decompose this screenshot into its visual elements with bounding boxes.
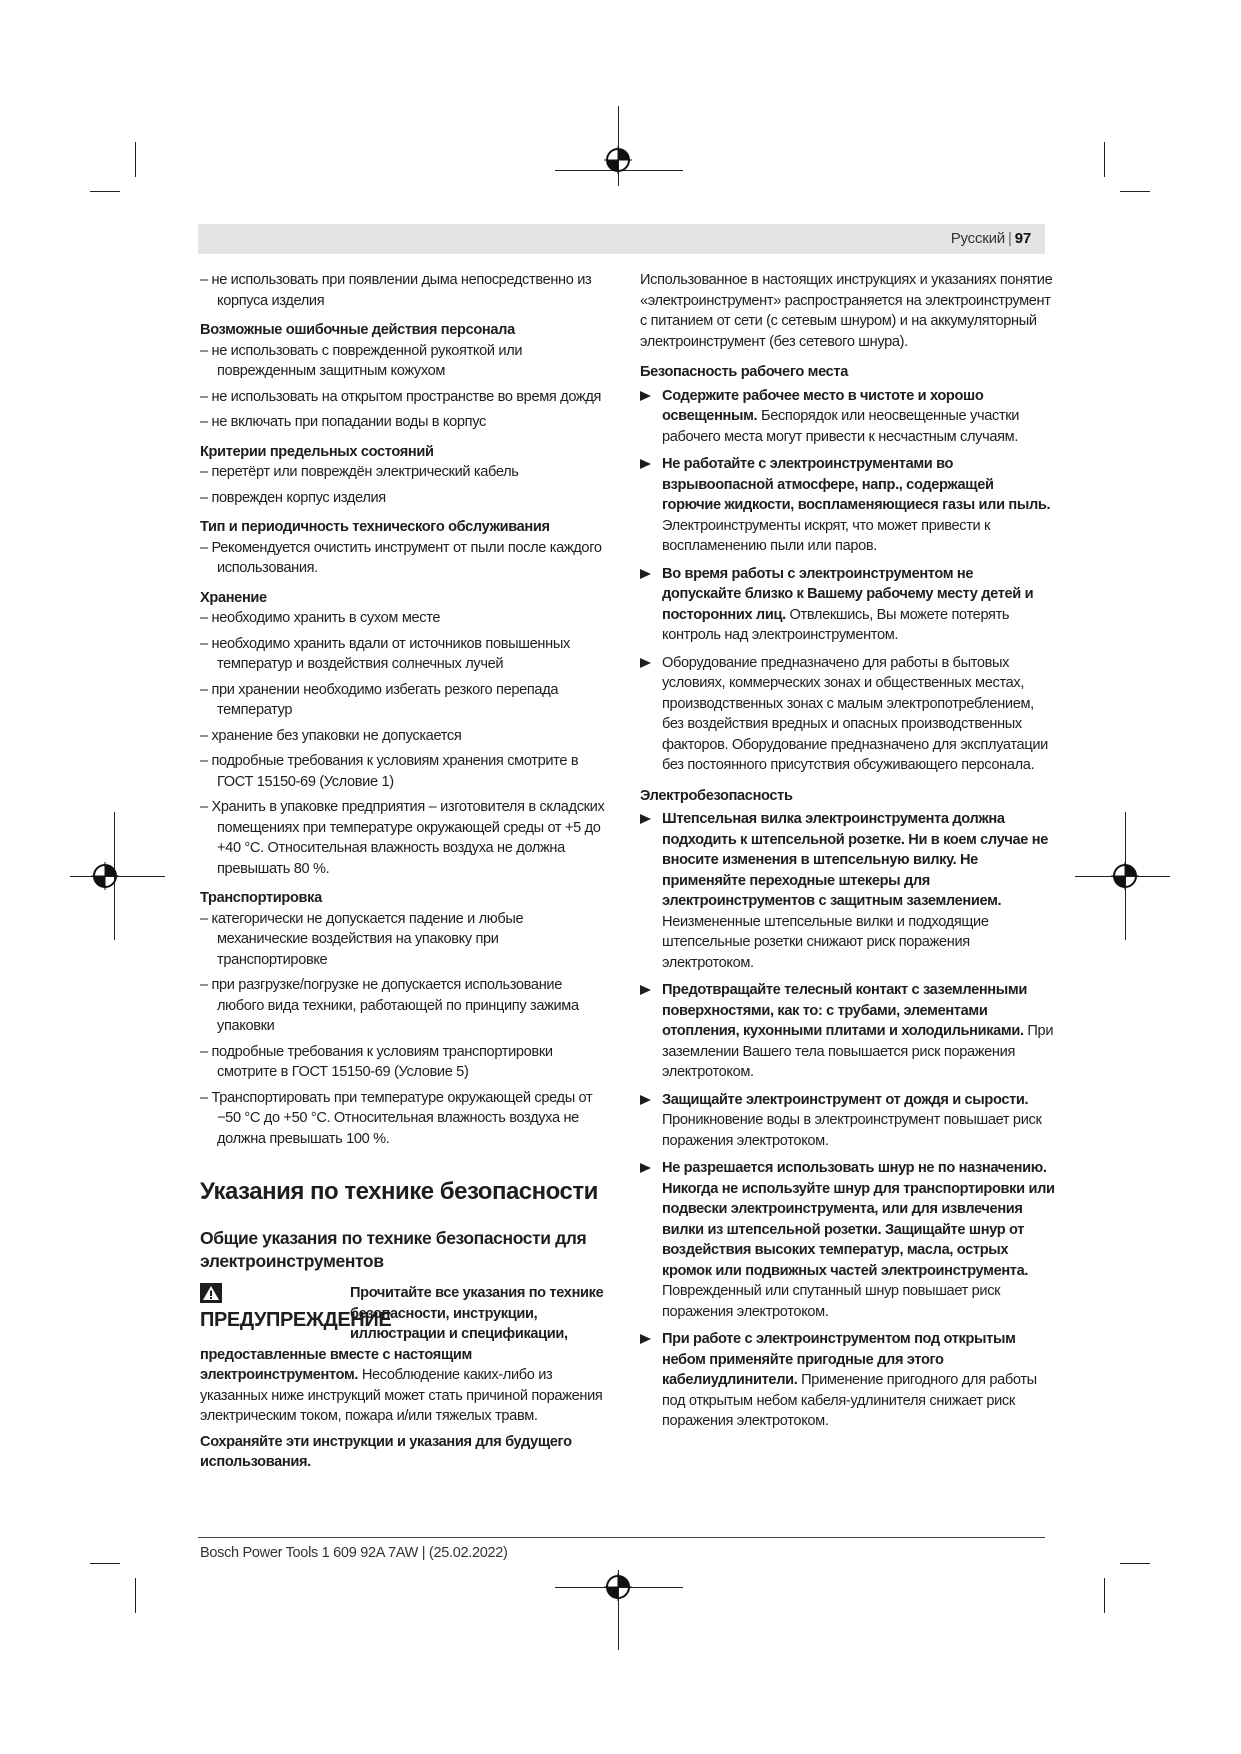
warning-triangle-icon: [200, 1283, 222, 1303]
right-column: [640, 270, 1055, 1432]
registration-mark-icon: [604, 1573, 632, 1601]
page-number: 97: [1014, 230, 1031, 247]
intro-paragraph: Использованное в настоящих инструкциях и указаниях понятие «электроинструмент» распространяется на электроинструмент с питанием от сети (с сетевым шнуром) и на аккумуляторный электроинструмент (без сетевого шнура).: [640, 272, 1053, 350]
footer-text: Bosch Power Tools 1 609 92A 7AW | (25.02.2022): [200, 1545, 508, 1561]
warning-label: ПРЕДУПРЕЖДЕНИЕ: [200, 1283, 350, 1333]
bullet-triangle-icon: [640, 1163, 651, 1173]
crop-mark-top-left-h: [90, 191, 120, 192]
bullet-triangle-icon: [640, 814, 651, 824]
warning-text: Прочитайте все указания по технике безопасности, инструкции, иллюстрации и спецификации, предоставленные вместе с настоящим электроинструментом. Несоблюдение каких-либо из указанных ниже инструкций может стать причиной поражения электрическим током, пожара и/или тяжелых травм.: [200, 1285, 604, 1424]
list-item: – не использовать при появлении дыма непосредственно из корпуса изделия: [200, 272, 592, 309]
footer-divider: [198, 1537, 1045, 1538]
warning-block: [200, 1283, 610, 1427]
bullet-triangle-icon: [640, 1095, 651, 1105]
list-item: Не разрешается использовать шнур не по назначению. Никогда не используйте шнур для транспортировки или подвески электроинструмента, или для извлечения вилки из штепсельной розетки. Защищайте шнур от воздействия высоких температур, масла, острых кромок или подвижных частей электроинструмента. Поврежденный или спутанный шнур повышает риск поражения электротоком.: [640, 1158, 1055, 1322]
list-item: – подробные требования к условиям хранения смотрите в ГОСТ 15150-69 (Условие 1): [200, 753, 579, 790]
crop-mark-top-left-v: [135, 142, 136, 177]
crop-mark-bottom-right-v: [1104, 1578, 1105, 1613]
list-item: – при хранении необходимо избегать резкого перепада температур: [200, 681, 559, 718]
list-item: – при разгрузке/погрузке не допускается использование любого вида техники, работающей по принципу зажима упаковки: [200, 977, 579, 1034]
list-item: – перетёрт или повреждён электрический кабель: [200, 464, 519, 480]
list-item: – необходимо хранить вдали от источников повышенных температур и воздействия солнечных лучей: [200, 635, 570, 672]
list-item: – категорически не допускается падение и любые механические воздействия на упаковку при транспортировке: [200, 910, 524, 968]
list-item: Защищайте электроинструмент от дождя и сырости. Проникновение воды в электроинструмент повышает риск поражения электротоком.: [640, 1090, 1055, 1152]
list-item: Штепсельная вилка электроинструмента должна подходить к штепсельной розетке. Ни в коем случае не вносите изменения в штепсельную вилку. Не применяйте переходные штекеры для электроинструментов с защитным заземлением. Неизмененные штепсельные вилки и подходящие штепсельные розетки снижают риск поражения электротоком.: [640, 809, 1055, 973]
registration-mark-icon: [91, 862, 119, 890]
bullet-triangle-icon: [640, 1334, 651, 1344]
list-item: – не включать при попадании воды в корпус: [200, 414, 486, 430]
list-item: – поврежден корпус изделия: [200, 489, 386, 506]
page-header: [198, 224, 1045, 254]
header-language: Русский: [950, 230, 1005, 247]
bullet-triangle-icon: [640, 658, 651, 668]
section-heading: Транспортировка: [200, 890, 322, 906]
bullet-triangle-icon: [640, 391, 651, 401]
registration-mark-icon: [604, 146, 632, 174]
bullet-triangle-icon: [640, 459, 651, 469]
list-item: – подробные требования к условиям транспортировки смотрите в ГОСТ 15150-69 (Условие 5): [200, 1043, 553, 1080]
list-item: – Хранить в упаковке предприятия – изготовителя в складских помещениях при температуре окружающей среды от +5 до +40 °C. Относительная влажность воздуха не должна превышать 80 %.: [200, 799, 605, 877]
section-heading: Тип и периодичность технического обслуживания: [200, 519, 550, 535]
list-item: – не использовать на открытом пространстве во время дождя: [200, 388, 602, 405]
header-label: Русский | 97: [950, 230, 1031, 247]
bullet-triangle-icon: [640, 985, 651, 995]
list-item: Оборудование предназначено для работы в бытовых условиях, коммерческих зонах и общественных местах, производственных зонах с малым электропотреблением, без воздействия вредных и опасных производственных факторов. Оборудование предназначено для эксплуатации без постоянного присутствия обсуживающего персонала.: [640, 653, 1055, 776]
list-item: – Транспортировать при температуре окружающей среды от −50 °C до +50 °C. Относительная влажность воздуха не должна превышать 100 %.: [200, 1089, 593, 1147]
list-item: – необходимо хранить в сухом месте: [200, 610, 441, 626]
list-item: – хранение без упаковки не допускается: [200, 727, 462, 744]
list-item: Во время работы с электроинструментом не допускайте близко к Вашему рабочему месту детей и посторонних лиц. Отвлекшись, Вы можете потерять контроль над электроинструментом.: [640, 564, 1055, 646]
section-heading: Возможные ошибочные действия персонала: [200, 322, 515, 338]
crop-mark-top-right-v: [1104, 142, 1105, 177]
registration-mark-icon: [1111, 862, 1139, 890]
safety-heading: Указания по технике безопасности: [200, 1178, 598, 1205]
section-heading: Электробезопасность: [640, 787, 793, 804]
section-heading: Хранение: [200, 589, 267, 606]
list-item: – не использовать с поврежденной рукояткой или поврежденным защитным кожухом: [200, 342, 523, 379]
left-column: [200, 270, 610, 1473]
general-safety-heading: Общие указания по технике безопасности для электроинструментов: [200, 1228, 587, 1271]
list-item: При работе с электроинструментом под открытым небом применяйте пригодные для этого кабелиудлинители. Применение пригодного для работы под открытым небом кабеля-удлинителя снижает риск поражения электротоком.: [640, 1329, 1055, 1432]
crop-mark-bottom-left-v: [135, 1578, 136, 1613]
bullet-triangle-icon: [640, 569, 651, 579]
crop-mark-bottom-left-h: [90, 1563, 120, 1564]
list-item: Содержите рабочее место в чистоте и хорошо освещенным. Беспорядок или неосвещенные участки рабочего места могут привести к несчастным случаям.: [640, 386, 1055, 448]
list-item: – Рекомендуется очистить инструмент от пыли после каждого использования.: [200, 539, 602, 576]
section-heading: Безопасность рабочего места: [640, 364, 848, 380]
crop-mark-top-right-h: [1120, 191, 1150, 192]
list-item: Предотвращайте телесный контакт с заземленными поверхностями, как то: с трубами, элементами отопления, кухонными плитами и холодильниками. При заземлении Вашего тела повышается риск поражения электротоком.: [640, 980, 1055, 1083]
section-heading: Критерии предельных состояний: [200, 443, 434, 460]
list-item: Не работайте с электроинструментами во взрывоопасной атмосфере, напр., содержащей горючие жидкости, воспламеняющиеся газы или пыль. Электроинструменты искрят, что может привести к воспламенению пыли или паров.: [640, 454, 1055, 557]
crop-mark-bottom-right-h: [1120, 1563, 1150, 1564]
save-instructions-note: Сохраняйте эти инструкции и указания для будущего использования.: [200, 1433, 572, 1470]
